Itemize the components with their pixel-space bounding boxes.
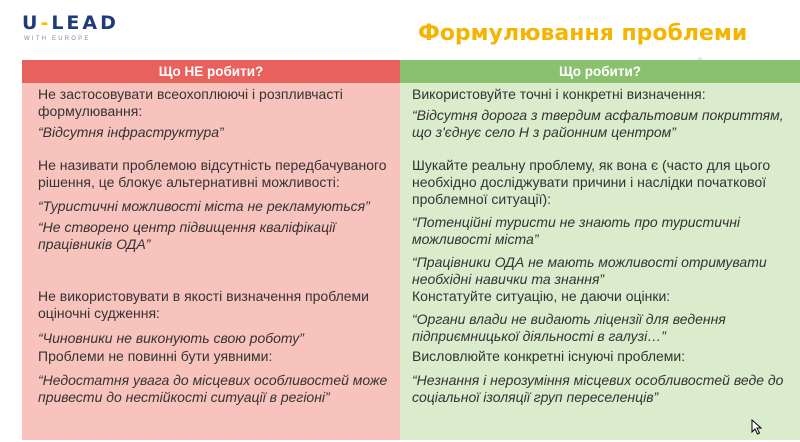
dont-item-2-example-1: “Туристичні можливості міста не рекламуються” [38, 198, 370, 214]
do-item-4 [406, 346, 796, 406]
logo-wordmark: U-LEAD [22, 12, 119, 34]
do-item-3 [406, 286, 796, 345]
do-item-4-example-1: “Незнання і нерозуміння місцевих особливостей веде до соціальної ізоляції груп переселенців” [412, 372, 784, 405]
dont-item-3 [30, 286, 396, 347]
u-lead-logo [22, 12, 132, 52]
dont-item-2-text: Не називати проблемою відсутність передбачуваного рішення, це блокує альтернативні можливості: [38, 157, 387, 190]
do-header: Що робити? [400, 60, 800, 83]
logo-subtitle: WITH EUROPE [24, 36, 91, 42]
do-column [400, 60, 800, 440]
dont-item-1-example-1: “Відсутня інфраструктура” [38, 124, 224, 140]
comparison-table [22, 60, 800, 440]
dont-column [22, 60, 400, 440]
do-item-2-text: Шукайте реальну проблему, як вона є (часто для цього необхідно досліджувати причини і наслідки початкової проблемної ситуації): [412, 157, 771, 207]
dont-item-4-text: Проблеми не повинні бути уявними: [38, 348, 273, 364]
do-item-4-text: Висловлюйте конкретні існуючі проблеми: [412, 348, 686, 364]
do-item-1-text: Використовуйте точні і конкретні визначення: [412, 86, 706, 102]
do-item-3-example-1: “Органи влади не видають ліцензії для ведення підприємницької діяльності в галузі…” [412, 311, 726, 344]
do-item-2 [406, 155, 796, 288]
do-item-3-text: Констатуйте ситуацію, не даючи оцінки: [412, 288, 671, 304]
dont-item-3-example-1: “Чиновники не виконують свою роботу” [38, 330, 304, 346]
dont-item-2-example-2: “Не створено центр підвищення кваліфікації працівників ОДА” [38, 219, 336, 252]
do-item-2-example-1: “Потенційні туристи не знають про туристичні можливості міста” [412, 214, 741, 247]
mouse-pointer-icon [751, 419, 763, 435]
dont-header: Що НЕ робити? [22, 60, 400, 83]
dont-item-4 [30, 346, 396, 406]
do-item-1-example-1: “Відсутня дорога з твердим асфальтовим покриттям, що з'єднує село Н з районним центром” [412, 107, 784, 140]
do-item-2-example-2: “Працівники ОДА не мають можливості отримувати необхідні навички та знання” [412, 254, 767, 287]
do-item-1 [406, 84, 796, 141]
dont-item-3-text: Не використовувати в якості визначення проблеми оціночні судження: [38, 288, 370, 321]
dont-item-1 [30, 84, 396, 141]
slide-title: Формулювання проблеми [418, 21, 748, 46]
dont-item-2 [30, 155, 396, 253]
dont-item-4-example-1: “Недостатня увага до місцевих особливостей може привести до нестійкості ситуації в регіоні” [38, 372, 388, 405]
dont-item-1-text: Не застосовувати всеохоплюючі і розпливчасті формулювання: [38, 86, 343, 119]
